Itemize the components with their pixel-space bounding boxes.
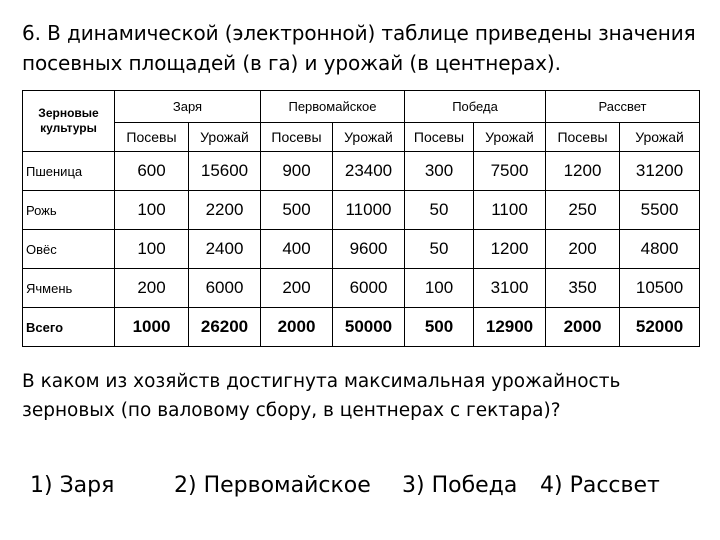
crop-name-cell: Ячмень [23,269,115,308]
table-cell: 23400 [333,152,405,191]
answer-option-3[interactable]: 3) Победа [402,473,518,498]
table-row-barley [23,269,700,308]
column-header: Урожай [474,123,546,152]
column-header: Урожай [620,123,700,152]
table-cell: 2200 [189,191,261,230]
table-cell: 350 [546,269,620,308]
table-cell: 7500 [474,152,546,191]
table-cell: 1000 [115,308,189,347]
answer-option-2[interactable]: 2) Первомайское [174,473,371,498]
table-cell: 1200 [474,230,546,269]
corner-header-line-1: Зерновые [38,106,99,120]
table-cell: 200 [546,230,620,269]
corner-header-line-2: культуры [40,121,97,135]
table-cell: 52000 [620,308,700,347]
table-header-row-columns [23,123,700,152]
table-cell: 50 [405,230,474,269]
table-cell: 1100 [474,191,546,230]
column-header: Урожай [333,123,405,152]
farm-header-pervomaiskoe: Первомайское [261,91,405,123]
task-heading [22,18,702,78]
table-cell: 4800 [620,230,700,269]
table-cell: 10500 [620,269,700,308]
table-cell: 500 [405,308,474,347]
question-line-1: В каком из хозяйств достигнута максимальная урожайность [22,371,621,392]
table-row-oats [23,230,700,269]
table-cell: 250 [546,191,620,230]
answer-option-1[interactable]: 1) Заря [30,473,115,498]
table-cell: 200 [261,269,333,308]
table-cell: 100 [115,191,189,230]
table-cell: 300 [405,152,474,191]
answer-option-4[interactable]: 4) Рассвет [540,473,660,498]
table-cell: 2000 [261,308,333,347]
crop-name-cell: Всего [23,308,115,347]
crop-name-cell: Пшеница [23,152,115,191]
table-cell: 500 [261,191,333,230]
table-header-row-farms [23,91,700,123]
table-cell: 1200 [546,152,620,191]
answer-options [30,473,710,507]
column-header: Посевы [115,123,189,152]
table-cell: 2000 [546,308,620,347]
table-row-total [23,308,700,347]
crop-name-cell: Овёс [23,230,115,269]
table-cell: 3100 [474,269,546,308]
table-cell: 50000 [333,308,405,347]
farm-header-zarya: Заря [115,91,261,123]
column-header: Посевы [261,123,333,152]
table-cell: 50 [405,191,474,230]
task-heading-line-1: 6. В динамической (электронной) таблице приведены значения [22,21,696,45]
table-cell: 2400 [189,230,261,269]
task-heading-line-2: посевных площадей (в га) и урожай (в центнерах). [22,51,561,75]
question-line-2: зерновых (по валовому сбору, в центнерах с гектара)? [22,400,561,421]
table-cell: 11000 [333,191,405,230]
column-header: Посевы [405,123,474,152]
table-cell: 400 [261,230,333,269]
table-cell: 100 [405,269,474,308]
table-cell: 31200 [620,152,700,191]
table-row-wheat [23,152,700,191]
table-cell: 15600 [189,152,261,191]
farm-header-rassvet: Рассвет [546,91,700,123]
table-cell: 200 [115,269,189,308]
table-cell: 26200 [189,308,261,347]
column-header: Посевы [546,123,620,152]
table-cell: 5500 [620,191,700,230]
column-header: Урожай [189,123,261,152]
corner-header-cell [23,91,115,152]
farm-header-pobeda: Победа [405,91,546,123]
table-cell: 600 [115,152,189,191]
table-cell: 100 [115,230,189,269]
crop-name-cell: Рожь [23,191,115,230]
table-cell: 6000 [189,269,261,308]
crop-data-table [22,90,700,347]
table-row-rye [23,191,700,230]
table-cell: 12900 [474,308,546,347]
table-cell: 900 [261,152,333,191]
table-cell: 9600 [333,230,405,269]
question-text [22,367,702,425]
table-cell: 6000 [333,269,405,308]
